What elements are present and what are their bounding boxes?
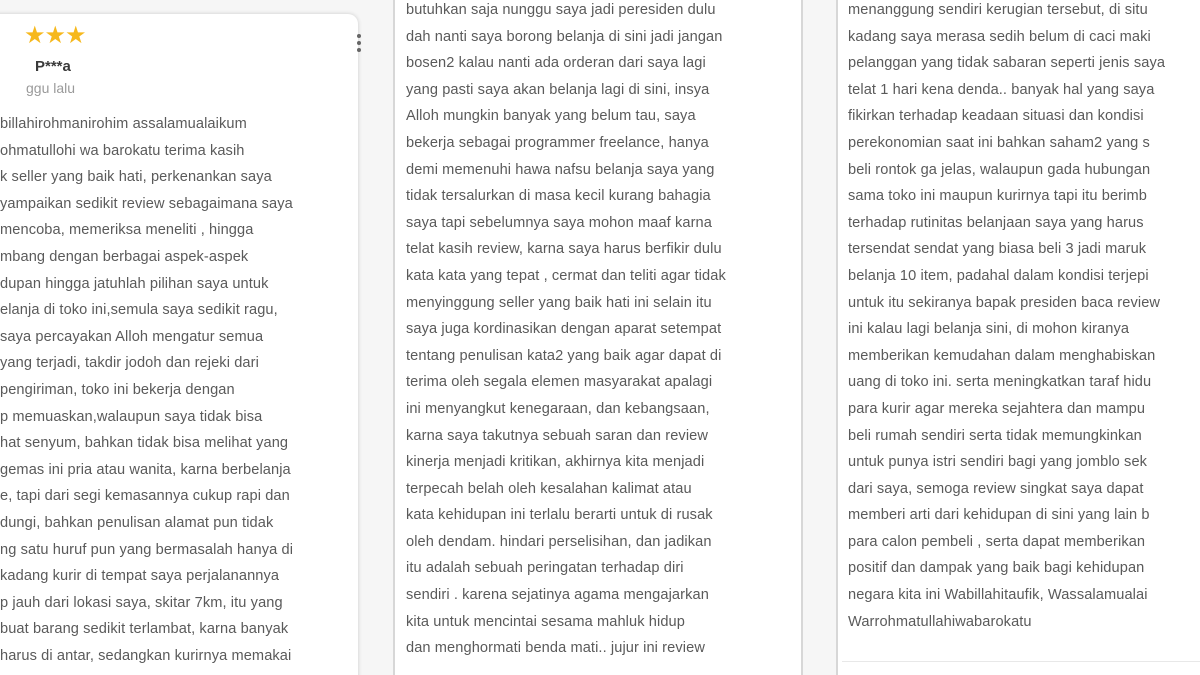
review-line: uang di toko ini. serta meningkatkan taraf hidu bbox=[848, 374, 1152, 391]
review-line: beli rumah sendiri serta tidak memungkinkan bbox=[848, 427, 1142, 444]
review-line: kata kata yang tepat , cermat dan teliti agar tidak bbox=[406, 267, 726, 284]
review-line: telat kasih review, karna saya harus berfikir dulu bbox=[406, 241, 722, 258]
review-line: saya juga kordinasikan dengan aparat setempat bbox=[406, 321, 722, 338]
review-line: ng satu huruf pun yang bermasalah hanya di bbox=[0, 541, 294, 558]
review-line: butuhkan saja nunggu saya jadi peresiden dulu bbox=[406, 2, 716, 18]
review-line: saya percayakan Alloh mengatur semua bbox=[0, 328, 264, 345]
review-line: billahirohmanirohim assalamualaikum bbox=[0, 116, 247, 132]
more-vertical-icon[interactable] bbox=[354, 34, 364, 58]
review-line: mencoba, memeriksa meneliti , hingga bbox=[0, 222, 254, 239]
review-line: untuk itu sekiranya bapak presiden baca review bbox=[848, 294, 1161, 311]
review-line: mbang dengan berbagai aspek-aspek bbox=[0, 248, 249, 265]
review-line: dungi, bahkan penulisan alamat pun tidak bbox=[0, 514, 274, 531]
review-line: terhadap rutinitas belanjaan saya yang harus bbox=[848, 214, 1144, 231]
rating-stars: ★★★ bbox=[24, 22, 86, 49]
review-line: untuk punya istri sendiri bagi yang jomblo sek bbox=[848, 454, 1148, 471]
review-line: bosen2 kalau nanti ada orderan dari saya lagi bbox=[406, 55, 706, 72]
review-line: fikirkan terhadap keadaan situasi dan kondisi bbox=[848, 108, 1144, 125]
review-line: demi memenuhi hawa nafsu belanja saya yang bbox=[406, 161, 715, 178]
review-line: oleh dendam. hindari perselisihan, dan jadikan bbox=[406, 533, 712, 550]
review-line: para calon pembeli , serta dapat memberikan bbox=[848, 533, 1146, 550]
review-line: menyinggung seller yang baik hati ini selain itu bbox=[406, 294, 712, 311]
review-line: tidak tersalurkan di masa kecil kurang bahagia bbox=[406, 188, 711, 205]
review-time: ggu lalu bbox=[26, 80, 76, 96]
review-line: memberi arti dari kehidupan di sini yang lain b bbox=[848, 507, 1150, 524]
review-line: terima oleh segala elemen masyarakat apalagi bbox=[406, 374, 713, 391]
review-line: belanja 10 item, padahal dalam kondisi terjepi bbox=[848, 267, 1149, 284]
review-line: menanggung sendiri kerugian tersebut, di situ bbox=[848, 2, 1148, 18]
review-line: karna saya takutnya sebuah saran dan review bbox=[406, 427, 709, 444]
review-line: Warrohmatullahiwabarokatu bbox=[848, 613, 1032, 630]
review-line: gemas ini pria atau wanita, karna berbelanja bbox=[0, 461, 291, 478]
review-line: yang terjadi, takdir jodoh dan rejeki dari bbox=[0, 355, 259, 372]
review-line: Alloh mungkin banyak yang belum tau, saya bbox=[406, 108, 696, 125]
review-line: p memuaskan,walaupun saya tidak bisa bbox=[0, 408, 263, 425]
review-line: beli rontok ga jelas, walaupun gada hubungan bbox=[848, 161, 1151, 178]
review-line: bekerja sebagai programmer freelance, hanya bbox=[406, 134, 709, 151]
review-line: saya tapi sebelumnya saya mohon maaf karna bbox=[406, 214, 712, 231]
review-line: ini kalau lagi belanja sini, di mohon kiranya bbox=[848, 321, 1130, 338]
review-line: kita untuk mencintai sesama mahluk hidup bbox=[406, 613, 685, 630]
review-line: itu adalah sebuah peringatan terhadap diri bbox=[406, 560, 684, 577]
review-line: pengiriman, toko ini bekerja dengan bbox=[0, 381, 235, 398]
review-line: e, tapi dari segi kemasannya cukup rapi dan bbox=[0, 488, 290, 505]
review-line: p jauh dari lokasi saya, skitar 7km, itu yang bbox=[0, 594, 283, 611]
review-line: kadang saya merasa sedih belum di caci maki bbox=[848, 28, 1151, 45]
reviewer-name: P***a bbox=[35, 58, 71, 75]
review-line: k seller yang baik hati, perkenankan saya bbox=[0, 169, 272, 186]
review-line: kata kehidupan ini terlalu berarti untuk di rusak bbox=[406, 507, 713, 524]
review-line: dan menghormati benda mati.. jujur ini review bbox=[406, 640, 705, 657]
review-line: tentang penulisan kata2 yang baik agar dapat di bbox=[406, 347, 722, 364]
review-line: positif dan dampak yang baik bagi kehidupan bbox=[848, 560, 1145, 577]
review-line: pelanggan yang tidak sabaran seperti jenis saya bbox=[848, 55, 1166, 72]
review-line: kadang kurir di tempat saya perjalanannya bbox=[0, 568, 280, 585]
review-line: ini menyangkut kenegaraan, dan kebangsaan, bbox=[406, 400, 710, 417]
review-text-left bbox=[0, 111, 293, 669]
review-line: kinerja menjadi kritikan, akhirnya kita menjadi bbox=[406, 454, 705, 471]
review-line: para kurir agar mereka sejahtera dan mampu bbox=[848, 400, 1146, 417]
review-line: terpecah belah oleh kesalahan kalimat atau bbox=[406, 480, 692, 497]
review-line: memberikan kemudahan dalam menghabiskan bbox=[848, 347, 1156, 364]
review-line: sendiri . karena sejatinya agama mengajarkan bbox=[406, 587, 709, 604]
review-line: yampaikan sedikit review sebagaimana saya bbox=[0, 195, 293, 212]
review-line: harus di antar, sedangkan kurirnya memakai bbox=[0, 647, 292, 664]
review-line: dah nanti saya borong belanja di sini jadi jangan bbox=[406, 28, 723, 45]
review-line: dupan hingga jatuhlah pilihan saya untuk bbox=[0, 275, 269, 292]
review-line: telat 1 hari kena denda.. banyak hal yang saya bbox=[848, 81, 1155, 98]
review-line: buat barang sedikit terlambat, karna banyak bbox=[0, 621, 289, 638]
review-line: negara kita ini Wabillahitaufik, Wassalamualai bbox=[848, 587, 1148, 604]
divider bbox=[842, 661, 1200, 662]
review-text-middle bbox=[406, 0, 726, 662]
review-line: sama toko ini maupun kurirnya tapi itu berimb bbox=[848, 188, 1147, 205]
review-line: elanja di toko ini,semula saya sedikit ragu, bbox=[0, 302, 278, 319]
review-line: hat senyum, bahkan tidak bisa melihat yang bbox=[0, 435, 289, 452]
review-line: perekonomian saat ini bahkan saham2 yang s bbox=[848, 134, 1150, 151]
review-line: yang pasti saya akan belanja lagi di sini, insya bbox=[406, 81, 710, 98]
review-line: ohmatullohi wa barokatu terima kasih bbox=[0, 142, 245, 159]
review-line: tersendat sendat yang biasa beli 3 jadi maruk bbox=[848, 241, 1147, 258]
review-text-right bbox=[848, 0, 1165, 635]
review-line: dari saya, semoga review singkat saya dapat bbox=[848, 480, 1144, 497]
